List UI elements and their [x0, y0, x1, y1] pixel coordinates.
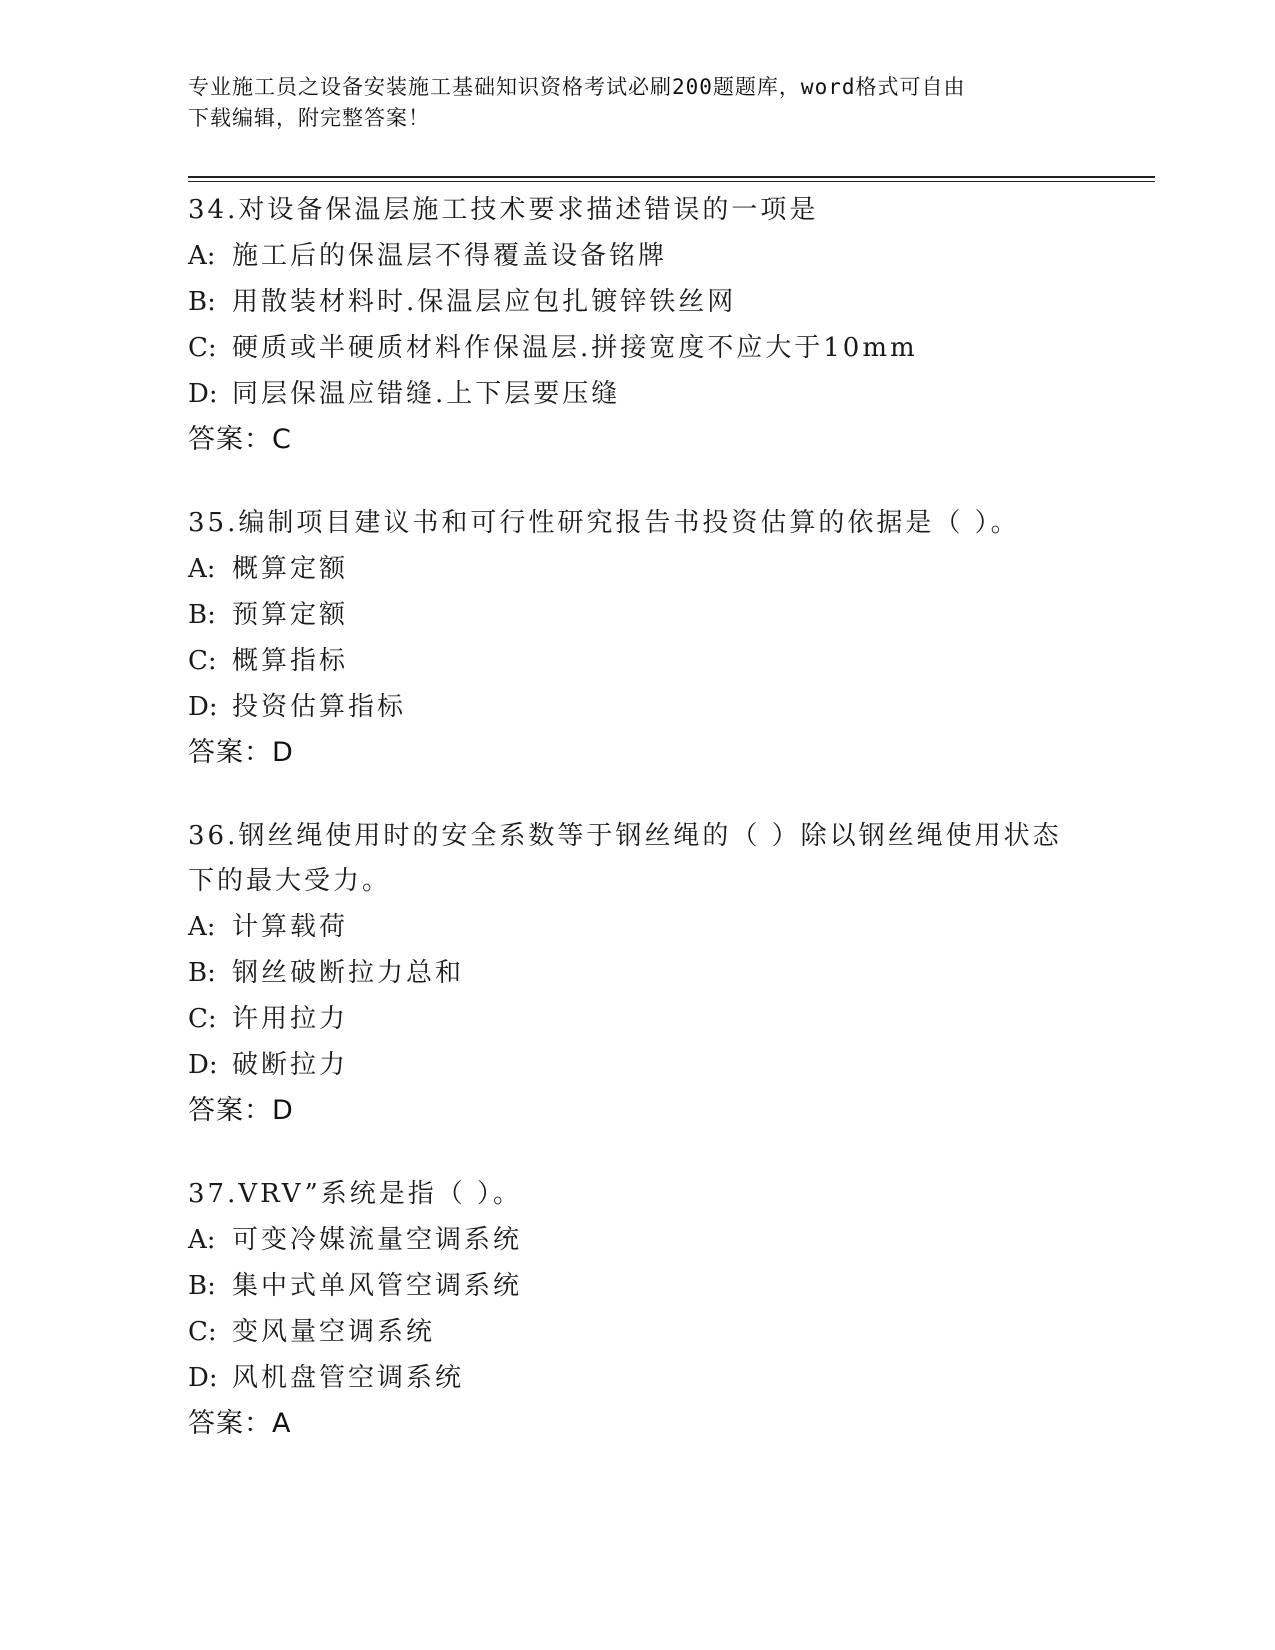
stem-line: 35.编制项目建议书和可行性研究报告书投资估算的依据是（ ）。: [188, 508, 1020, 538]
document-header: [188, 72, 1068, 134]
option-text: 同层保温应错缝.上下层要压缝: [232, 379, 621, 409]
option-text: 许用拉力: [232, 1004, 349, 1034]
option-d: [188, 684, 1088, 730]
option-c: [188, 638, 1088, 684]
option-text: 施工后的保温层不得覆盖设备铭牌: [232, 241, 668, 271]
option-text: 硬质或半硬质材料作保温层.拼接宽度不应大于10mm: [232, 333, 918, 363]
option-key: B:: [188, 600, 216, 630]
option-key: D:: [188, 1050, 218, 1080]
option-text: 破断拉力: [232, 1050, 349, 1080]
option-key: A:: [188, 912, 216, 942]
option-c: [188, 1309, 1088, 1355]
option-b: [188, 1263, 1088, 1309]
option-text: 钢丝破断拉力总和: [232, 958, 465, 988]
option-b: [188, 950, 1088, 996]
question-stem: [188, 188, 1088, 233]
stem-line: 34.对设备保温层施工技术要求描述错误的一项是: [188, 195, 819, 225]
answer-line: 答案：A: [188, 1408, 292, 1439]
question-37: [188, 1172, 1088, 1447]
option-a: [188, 233, 1088, 279]
option-key: A:: [188, 241, 216, 271]
option-key: A:: [188, 554, 216, 584]
option-c: [188, 996, 1088, 1042]
option-c: [188, 325, 1088, 371]
question-34: [188, 188, 1088, 463]
question-stem: [188, 501, 1088, 546]
question-36: [188, 814, 1088, 1134]
option-key: B:: [188, 1271, 216, 1301]
option-b: [188, 592, 1088, 638]
header-line-2: 下载编辑，附完整答案！: [188, 106, 430, 130]
question-35: [188, 501, 1088, 776]
option-d: [188, 1042, 1088, 1088]
option-key: D:: [188, 379, 218, 409]
header-rule-thin: [188, 181, 1155, 182]
option-text: 概算指标: [232, 646, 349, 676]
option-key: C:: [188, 1004, 217, 1034]
question-stem: [188, 814, 1088, 904]
option-text: 变风量空调系统: [232, 1317, 436, 1347]
option-text: 可变冷媒流量空调系统: [232, 1225, 523, 1255]
option-key: C:: [188, 333, 217, 363]
option-a: [188, 546, 1088, 592]
option-key: C:: [188, 646, 217, 676]
option-text: 集中式单风管空调系统: [232, 1271, 523, 1301]
option-text: 投资估算指标: [232, 692, 407, 722]
option-d: [188, 371, 1088, 417]
option-key: D:: [188, 692, 218, 722]
header-line-1: 专业施工员之设备安装施工基础知识资格考试必刷200题题库，word格式可自由: [188, 75, 966, 99]
option-a: [188, 904, 1088, 950]
question-stem: [188, 1172, 1088, 1217]
question-list: [188, 188, 1088, 1485]
option-a: [188, 1217, 1088, 1263]
answer-line: 答案：D: [188, 737, 294, 768]
stem-line: 下的最大受力。: [188, 866, 392, 896]
option-text: 用散装材料时.保温层应包扎镀锌铁丝网: [232, 287, 737, 317]
answer-line: 答案：D: [188, 1095, 294, 1126]
option-key: A:: [188, 1225, 216, 1255]
option-text: 计算载荷: [232, 912, 349, 942]
option-key: B:: [188, 958, 216, 988]
stem-line: 37.VRV”系统是指（ ）。: [188, 1179, 523, 1209]
option-key: C:: [188, 1317, 217, 1347]
option-key: D:: [188, 1363, 218, 1393]
answer-line: 答案：C: [188, 424, 292, 455]
option-d: [188, 1355, 1088, 1401]
stem-line: 36.钢丝绳使用时的安全系数等于钢丝绳的（ ）除以钢丝绳使用状态: [188, 821, 1062, 851]
option-key: B:: [188, 287, 216, 317]
option-text: 风机盘管空调系统: [232, 1363, 465, 1393]
option-b: [188, 279, 1088, 325]
option-text: 概算定额: [232, 554, 349, 584]
option-text: 预算定额: [232, 600, 349, 630]
header-rule-thick: [188, 176, 1155, 178]
